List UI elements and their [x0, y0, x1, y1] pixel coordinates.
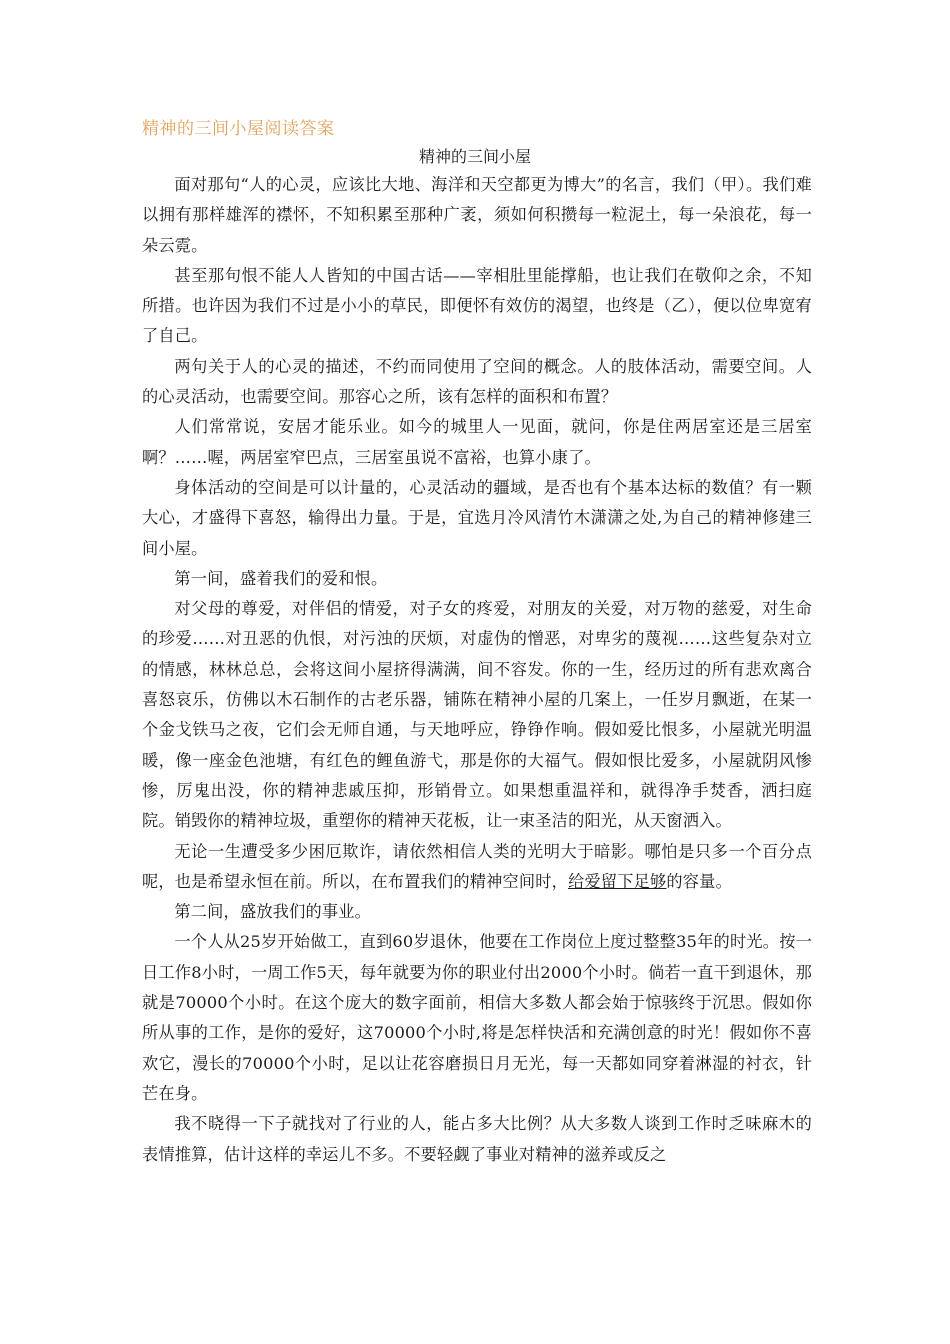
paragraph: 我不晓得一下子就找对了行业的人，能占多大比例？从大多数人谈到工作时乏味麻木的表情推算，估计这样的幸运儿不多。不要轻觑了事业对精神的滋养或反之: [142, 1114, 812, 1164]
paragraph: 面对那句“人的心灵，应该比大地、海洋和天空都更为博大”的名言，我们（甲）。我们难以拥有那样雄浑的襟怀，不知积累至那种广袤，须如何积攒每一粒泥土，每一朵浪花，每一朵云霓。: [142, 175, 812, 255]
document-title: 精神的三间小屋阅读答案: [142, 119, 335, 139]
article-title: 精神的三间小屋: [418, 147, 531, 166]
article-body: [142, 170, 812, 1170]
paragraph: 甚至那句恨不能人人皆知的中国古话——宰相肚里能撑船，也让我们在敬仰之余，不知所措。也许因为我们不过是小小的草民，即便怀有效仿的渴望，也终是（乙），便以位卑宽宥了自己。: [142, 265, 812, 346]
underlined-phrase: 给爱留下足够: [568, 871, 667, 891]
paragraph: 人们常常说，安居才能乐业。如今的城里人一见面，就问，你是住两居室还是三居室啊？……喔，两居室窄巴点，三居室虽说不富裕，也算小康了。: [142, 417, 812, 467]
paragraph: 身体活动的空间是可以计量的，心灵活动的疆域，是否也有个基本达标的数值？有一颗大心，才盛得下喜怒，输得出力量。于是，宜选月冷风清竹木潇潇之处,为自己的精神修建三间小屋。: [142, 477, 812, 558]
paragraph: 第一间，盛着我们的爱和恨。: [174, 568, 388, 588]
paragraph-text: 无论一生遭受多少困厄欺诈，请依然相信人类的光明大于暗影。哪怕是只多一个百分点呢，也是希望永恒在前。所以，在布置我们的精神空间时，: [142, 841, 812, 891]
paragraph: 一个人从25岁开始做工，直到60岁退休，他要在工作岗位上度过整整35年的时光。按一日工作8小时，一周工作5天，每年就要为你的职业付出2000个小时。倘若一直干到退休，那就是70000个小时。在这个庞大的数字面前，相信大多数人都会始于惊骇终于沉思。假如你所从事的工作，是你的爱好，这70000个小时,将是怎样快活和充满创意的时光！假如你不喜欢它，漫长的70000个小时，足以让花容磨损日月无光，每一天都如同穿着淋湿的衬衣，针芒在身。: [142, 932, 812, 1103]
paragraph-text: 的容量。: [666, 871, 732, 891]
paragraph: 两句关于人的心灵的描述，不约而同使用了空间的概念。人的肢体活动，需要空间。人的心灵活动，也需要空间。那容心之所，该有怎样的面积和布置？: [142, 356, 812, 407]
paragraph: 第二间，盛放我们的事业。: [174, 902, 372, 922]
paragraph: [142, 837, 812, 898]
paragraph: 对父母的尊爱，对伴侣的情爱，对子女的疼爱，对朋友的关爱，对万物的慈爱，对生命的珍爱……对丑恶的仇恨，对污浊的厌烦，对虚伪的憎恶，对卑劣的蔑视……这些复杂对立的情感，林林总总，会将这间小屋挤得满满，间不容发。你的一生，经历过的所有悲欢离合喜怒哀乐，仿佛以木石制作的古老乐器，铺陈在精神小屋的几案上，一任岁月飘逝，在某一个金戈铁马之夜，它们会无师自通，与天地呼应，铮铮作响。假如爱比恨多，小屋就光明温暖，像一座金色池塘，有红色的鲤鱼游弋，那是你的大福气。假如恨比爱多，小屋就阴风惨惨，厉鬼出没，你的精神悲戚压抑，形销骨立。如果想重温祥和，就得净手焚香，洒扫庭院。销毁你的精神垃圾，重塑你的精神天花板，让一束圣洁的阳光，从天窗洒入。: [142, 599, 812, 831]
